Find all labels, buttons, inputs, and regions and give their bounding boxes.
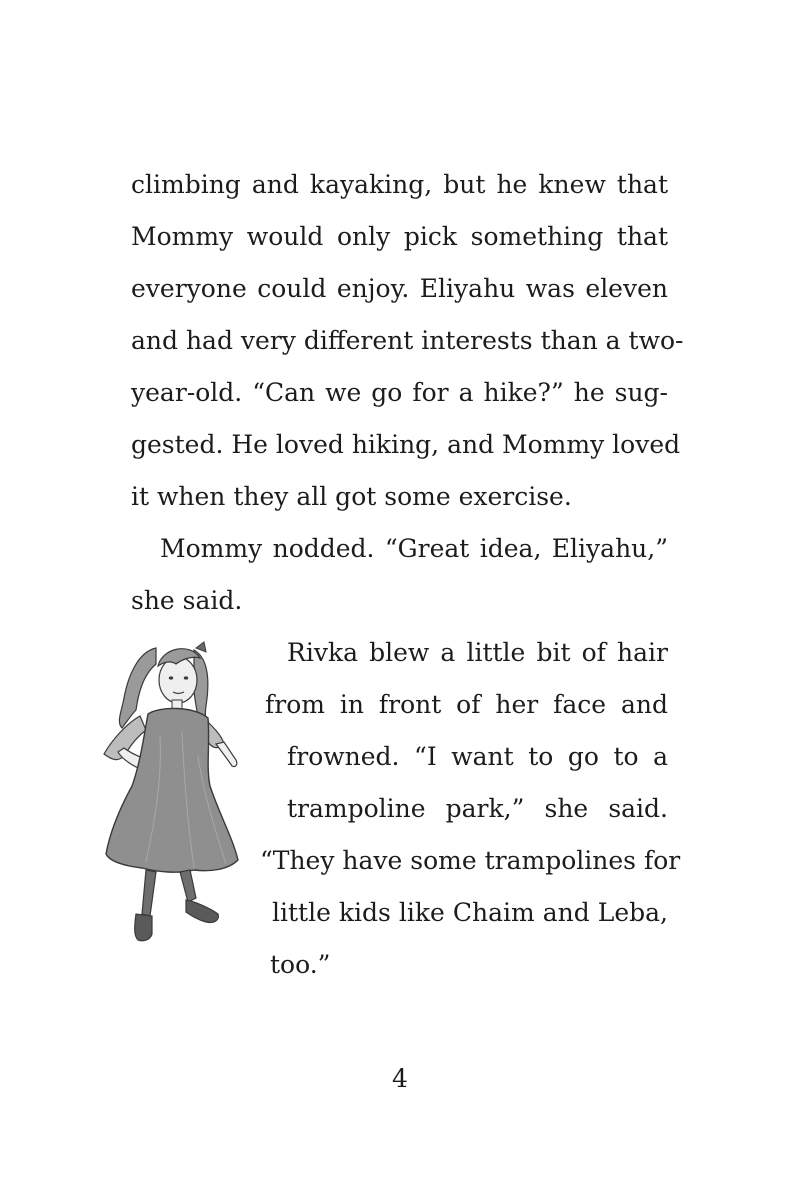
text-line: little kids like Chaim and Leba, <box>272 898 668 927</box>
text-line: climbing and kayaking, but he knew that <box>131 170 668 199</box>
text-line: year-old. “Can we go for a hike?” he sug- <box>131 378 668 407</box>
text-line: Rivka blew a little bit of hair <box>287 638 668 667</box>
text-line: too.” <box>270 950 331 979</box>
girl-illustration-icon <box>98 636 240 946</box>
page-number: 4 <box>392 1064 408 1093</box>
text-line: gested. He loved hiking, and Mommy loved <box>131 430 681 459</box>
text-line: trampoline park,” she said. <box>287 794 668 823</box>
text-line: “They have some trampolines for <box>260 846 681 875</box>
text-line: Mommy would only pick something that <box>131 222 668 251</box>
text-line: she said. <box>131 586 243 615</box>
text-line: everyone could enjoy. Eliyahu was eleven <box>131 274 668 303</box>
text-line: frowned. “I want to go to a <box>287 742 668 771</box>
text-line: and had very different interests than a two- <box>131 326 684 355</box>
text-line: it when they all got some exercise. <box>131 482 572 511</box>
text-line: Mommy nodded. “Great idea, Eliyahu,” <box>160 534 668 563</box>
text-line: from in front of her face and <box>265 690 668 719</box>
